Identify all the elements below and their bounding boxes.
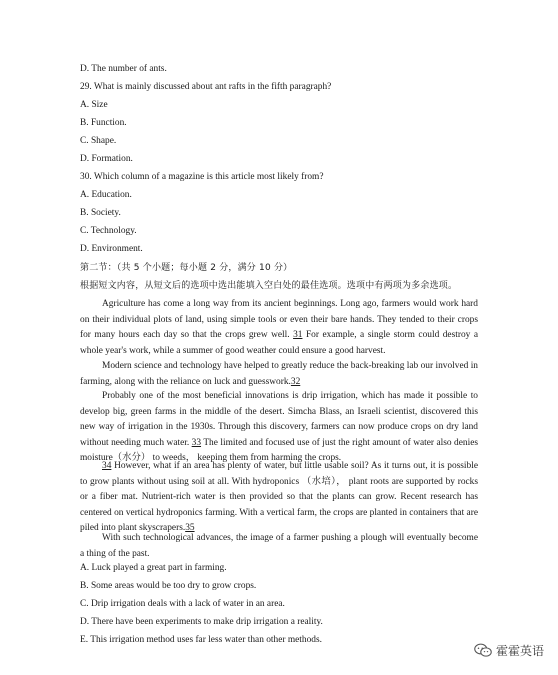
q30-option-b: B. Society. [80,208,121,218]
passage-paragraph-4: 34 However, what if an area has plenty of water, but little usable soil? As it turns out, it is possible to grow plants without using soil at all. With hydroponics （水培）， plant roots are supported by rocks or a fiber mat. Nutrient-rich water is then provided so that the plants can grow. Recent research has centered on vertical hydroponics farming. With a vertical farm, the crops are planted in containers that are piled into plant skyscrapers.35 [80,461,478,533]
passage-paragraph-3: Probably one of the most beneficial innovations is drip irrigation, which has made it possible to develop big, green farms in the middle of the desert. Simcha Blass, an Israeli scientist, discovered this new way of irrigation in the 1930s. Through this discovery, farmers can now produce crops on dry land without needing much water. 33 The limited and focused use of just the right amount of water also denies moisture（水分） to weeds， keeping them from harming the crops. [80,391,479,463]
passage-paragraph-1: Agriculture has come a long way from its ancient beginnings. Long ago, farmers would work hard on their individual plots of land, using simple tools or even their bare hands. They tended to their crops for many hours each day so that the crops grew well. 31 For example, a single storm could destroy a whole year's work, while a summer of good weather could ensure a good harvest. [80,299,478,356]
passage-paragraph-2: Modern science and technology have helped to greatly reduce the back-breaking lab our involved in farming, along with the reliance on luck and guesswork.32 [80,361,478,387]
blank-32: 32 [290,376,301,387]
passage-paragraph-5: With such technological advances, the image of a farmer pushing a plough will eventually become a thing of the past. [80,533,478,559]
q29-option-b: B. Function. [80,118,127,128]
q29-option-a: A. Size [80,100,108,110]
q30-option-d: D. Environment. [80,244,143,254]
q29-option-d: D. Formation. [80,154,133,164]
blank-35: 35 [185,523,195,533]
blank-33: 33 [191,437,202,448]
q28-option-d: D. The number of ants. [80,64,167,74]
wechat-icon [474,643,492,658]
choice-d: D. There have been experiments to make drip irrigation a reality. [80,617,323,627]
watermark [474,642,544,659]
q29-option-c: C. Shape. [80,136,117,146]
blank-34: 34 [102,461,112,471]
choice-c: C. Drip irrigation deals with a lack of water in an area. [80,599,285,609]
q30-option-c: C. Technology. [80,226,137,236]
watermark-text: 霍霍英语 [495,644,544,658]
choice-a: A. Luck played a great part in farming. [80,563,227,573]
section2-instruction: 根据短文内容，从短文后的选项中选出能填入空白处的最佳选项。选项中有两项为多余选项。 [80,281,458,291]
q30-option-a: A. Education. [80,190,132,200]
blank-31: 31 [293,330,303,340]
section2-heading: 第二节：（共 5 个小题；每小题 2 分，满分 10 分） [80,263,293,273]
q29-question: 29. What is mainly discussed about ant rafts in the fifth paragraph? [80,82,332,92]
choice-b: B. Some areas would be too dry to grow crops. [80,581,257,591]
choice-e: E. This irrigation method uses far less water than other methods. [80,635,322,645]
q30-question: 30. Which column of a magazine is this article most likely from? [80,172,324,182]
